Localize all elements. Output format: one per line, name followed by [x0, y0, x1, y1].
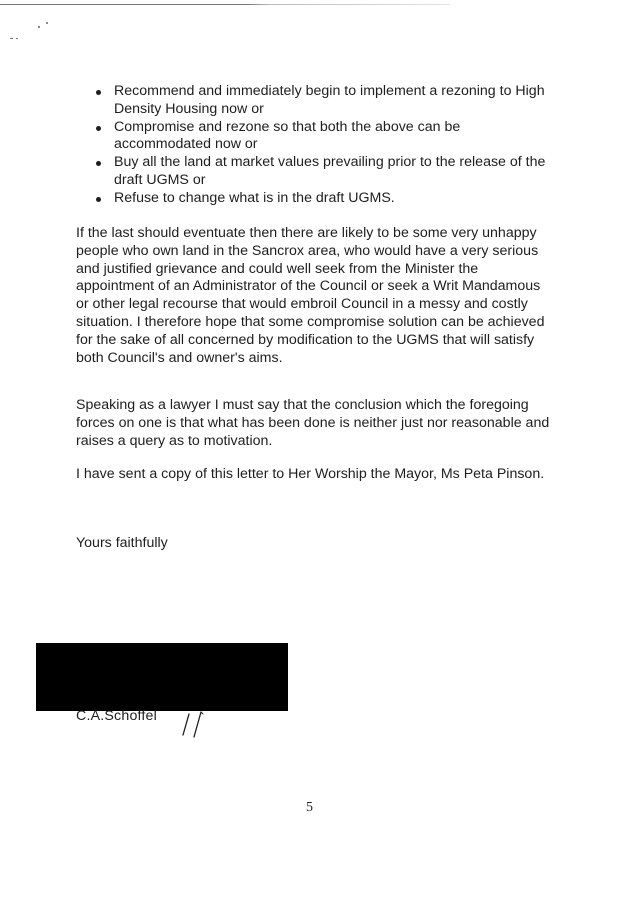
bullet-icon [96, 161, 101, 166]
paragraph-eventuate: If the last should eventuate then there are likely to be some very unhappy people who own land in the Sancrox area, who would have a very serious and justified grievance and could well seek from the Minister the appointment of an Administrator of the Council or seek a Writ Mandamous or other legal recourse that would embroil Council in a messy and costly situation. I therefore hope that some compromise solution can be achieved for the sake of all concerned by modification to the UGMS that will satisfy both Council's and owner's aims. [76, 225, 545, 366]
bullet-icon [96, 126, 101, 131]
scan-artifact-line [0, 4, 450, 5]
list-item-text: Compromise and rezone so that both the above can be accommodated now or [114, 118, 461, 153]
signatory-name: C.A.Schoffel [76, 708, 157, 724]
bullet-icon [96, 90, 101, 95]
signature-redaction-block [36, 643, 288, 711]
list-item [94, 119, 554, 155]
scan-artifact-specks [8, 18, 58, 48]
options-bullet-list [94, 83, 554, 208]
closing-salutation: Yours faithfully [76, 535, 168, 551]
list-item [94, 154, 554, 190]
paragraph-lawyer: Speaking as a lawyer I must say that the conclusion which the foregoing forces on one is that what has been done is neither just nor reasonable and raises a query as to motivation. [76, 397, 550, 449]
paragraph-copy-mayor: I have sent a copy of this letter to Her Worship the Mayor, Ms Peta Pinson. [76, 466, 545, 482]
page-number: 5 [306, 800, 313, 815]
list-item-text: Recommend and immediately begin to implement a rezoning to High Density Housing now or [114, 83, 545, 117]
list-item [94, 190, 554, 208]
list-item-text: Buy all the land at market values prevailing prior to the release of the draft UGMS or [114, 154, 546, 188]
handwritten-mark-icon [180, 708, 206, 738]
list-item [94, 83, 554, 119]
list-item-text: Refuse to change what is in the draft UGMS. [114, 189, 395, 206]
bullet-icon [96, 197, 101, 202]
